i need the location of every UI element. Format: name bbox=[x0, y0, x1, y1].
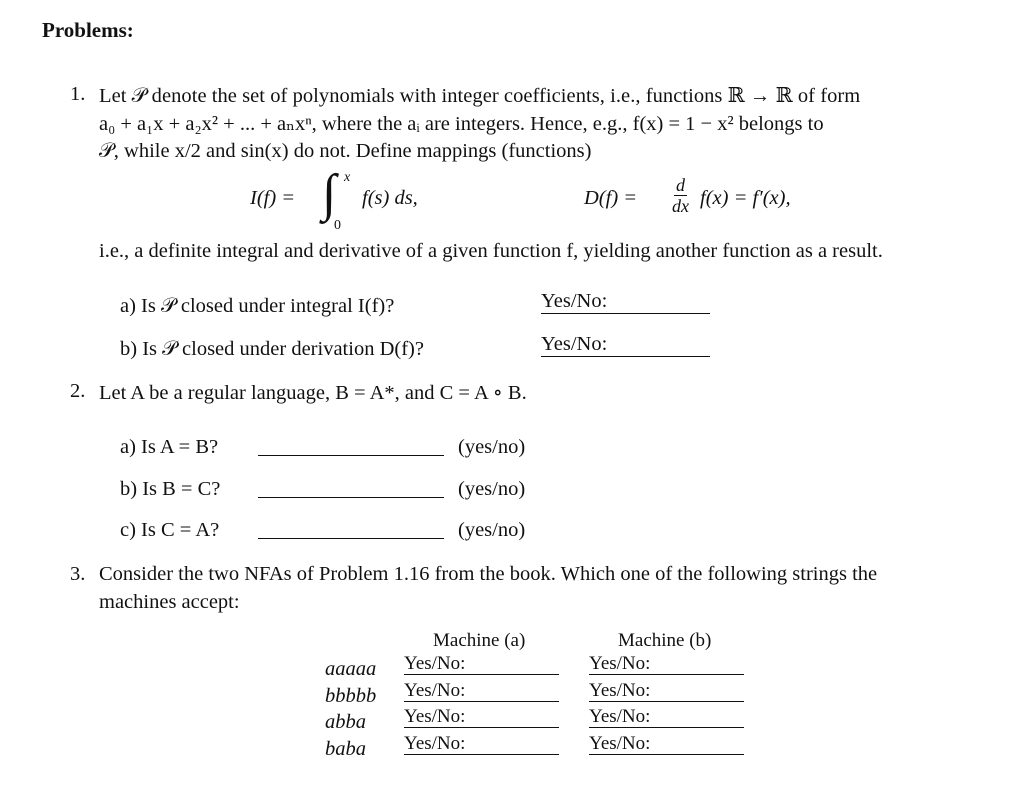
integral-body: f(s) ds, bbox=[362, 187, 418, 209]
p1-line3: 𝒫, while x/2 and sin(x) do not. Define mappings (functions) bbox=[99, 140, 592, 162]
p2-hint-b: (yes/no) bbox=[458, 478, 526, 500]
integral-lhs: I(f) = bbox=[250, 187, 296, 209]
p1-line1: Let 𝒫 denote the set of polynomials with integer coefficients, i.e., functions ℝ → ℝ of form bbox=[99, 85, 861, 107]
p3-number: 3. bbox=[70, 563, 86, 585]
yesno-a-3: Yes/No: bbox=[404, 706, 466, 727]
answer-b-4[interactable] bbox=[589, 754, 744, 755]
p2-hint-c: (yes/no) bbox=[458, 519, 526, 541]
derivative-den: dx bbox=[672, 196, 689, 216]
p2-number: 2. bbox=[70, 380, 86, 402]
p3-line1: Consider the two NFAs of Problem 1.16 from the book. Which one of the following strings the bbox=[99, 563, 878, 585]
integral-upper: x bbox=[344, 170, 351, 185]
col-header-a: Machine (a) bbox=[433, 630, 526, 651]
string-row-1: aaaaa bbox=[325, 658, 377, 680]
p2-question-c: c) Is C = A? bbox=[120, 519, 220, 541]
p3-line2: machines accept: bbox=[99, 591, 240, 613]
integral-lower: 0 bbox=[334, 218, 341, 233]
answer-a-4[interactable] bbox=[404, 754, 559, 755]
p1-line4: i.e., a definite integral and derivative of a given function f, yielding another function as a result. bbox=[99, 240, 883, 262]
p2-question-b: b) Is B = C? bbox=[120, 478, 221, 500]
answer-a-2[interactable] bbox=[404, 701, 559, 702]
integral-sign: ∫ bbox=[322, 165, 337, 222]
string-row-4: baba bbox=[325, 738, 366, 760]
answer-b-2[interactable] bbox=[589, 701, 744, 702]
answer-b-1[interactable] bbox=[589, 674, 744, 675]
p2-line1: Let A be a regular language, B = A*, and C = A ∘ B. bbox=[99, 382, 527, 404]
yesno-b-2: Yes/No: bbox=[589, 680, 651, 701]
yesno-b-1: Yes/No: bbox=[589, 653, 651, 674]
answer-a-3[interactable] bbox=[404, 727, 559, 728]
p1-yesno-a-label: Yes/No: bbox=[541, 290, 608, 312]
p2-answer-c[interactable] bbox=[258, 538, 444, 539]
answer-a-1[interactable] bbox=[404, 674, 559, 675]
p2-answer-a[interactable] bbox=[258, 455, 444, 456]
derivative-num: d bbox=[676, 175, 685, 195]
p2-answer-b[interactable] bbox=[258, 497, 444, 498]
answer-b-3[interactable] bbox=[589, 727, 744, 728]
p1-line2: a₀ + a₁x + a₂x² + ... + aₙxⁿ, where the aᵢ are integers. Hence, e.g., f(x) = 1 − x² belongs to bbox=[99, 113, 824, 135]
p2-hint-a: (yes/no) bbox=[458, 436, 526, 458]
derivative-body: f(x) = f′(x), bbox=[700, 187, 791, 209]
p1-yesno-b-label: Yes/No: bbox=[541, 333, 608, 355]
p1-number: 1. bbox=[70, 83, 86, 105]
yesno-a-1: Yes/No: bbox=[404, 653, 466, 674]
yesno-b-3: Yes/No: bbox=[589, 706, 651, 727]
col-header-b: Machine (b) bbox=[618, 630, 712, 651]
p1-question-b: b) Is 𝒫 closed under derivation D(f)? bbox=[120, 338, 424, 360]
p1-question-a: a) Is 𝒫 closed under integral I(f)? bbox=[120, 295, 395, 317]
yesno-a-4: Yes/No: bbox=[404, 733, 466, 754]
yesno-b-4: Yes/No: bbox=[589, 733, 651, 754]
heading: Problems: bbox=[42, 18, 134, 42]
p1-answer-b[interactable] bbox=[541, 356, 710, 357]
yesno-a-2: Yes/No: bbox=[404, 680, 466, 701]
derivative-fraction bbox=[670, 175, 691, 216]
p1-answer-a[interactable] bbox=[541, 313, 710, 314]
string-row-2: bbbbb bbox=[325, 685, 377, 707]
derivative-lhs: D(f) = bbox=[584, 187, 638, 209]
string-row-3: abba bbox=[325, 711, 366, 733]
p2-question-a: a) Is A = B? bbox=[120, 436, 219, 458]
